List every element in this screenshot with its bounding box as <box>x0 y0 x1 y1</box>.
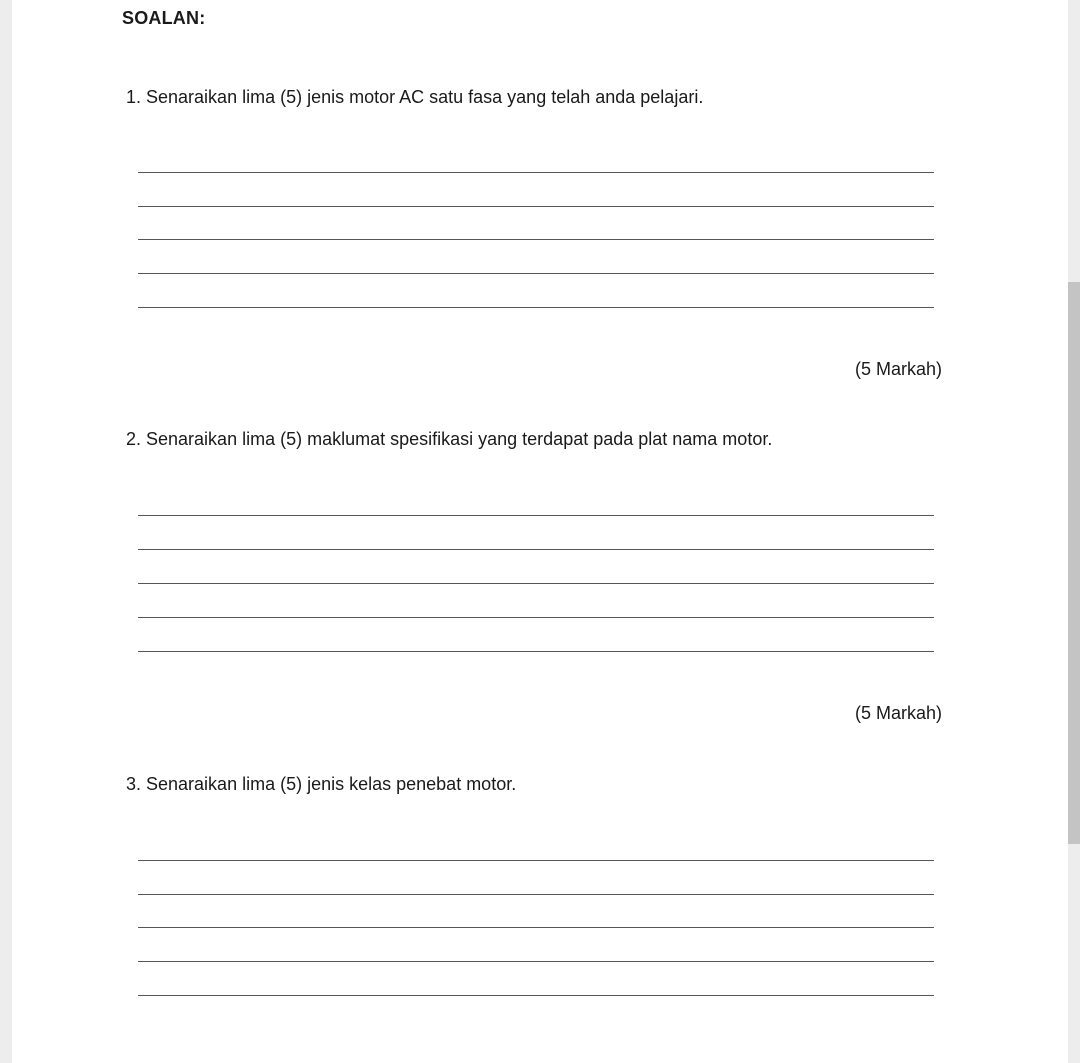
answer-line[interactable] <box>138 239 934 240</box>
answer-line[interactable] <box>138 617 934 618</box>
scrollbar-thumb[interactable] <box>1068 282 1080 844</box>
question-3-text: 3. Senaraikan lima (5) jenis kelas penebat motor. <box>126 774 517 794</box>
worksheet-page <box>12 0 1068 1063</box>
question-2-marks: (5 Markah) <box>854 703 942 723</box>
question-1-text: 1. Senaraikan lima (5) jenis motor AC satu fasa yang telah anda pelajari. <box>126 87 704 107</box>
question-2 <box>126 428 926 450</box>
answer-line[interactable] <box>138 927 934 928</box>
answer-line[interactable] <box>138 172 934 173</box>
answer-line[interactable] <box>138 651 934 652</box>
answer-line[interactable] <box>138 961 934 962</box>
answer-line[interactable] <box>138 583 934 584</box>
answer-line[interactable] <box>138 515 934 516</box>
answer-line[interactable] <box>138 995 934 996</box>
answer-line[interactable] <box>138 549 934 550</box>
answer-line[interactable] <box>138 860 934 861</box>
vertical-scrollbar[interactable] <box>1068 0 1080 1063</box>
question-2-text: 2. Senaraikan lima (5) maklumat spesifikasi yang terdapat pada plat nama motor. <box>126 429 773 449</box>
answer-line[interactable] <box>138 273 934 274</box>
question-1-marks: (5 Markah) <box>854 359 942 379</box>
answer-line[interactable] <box>138 206 934 207</box>
question-1 <box>126 86 926 108</box>
answer-line[interactable] <box>138 307 934 308</box>
question-3 <box>126 773 926 795</box>
answer-line[interactable] <box>138 894 934 895</box>
section-heading: SOALAN: <box>122 8 206 28</box>
